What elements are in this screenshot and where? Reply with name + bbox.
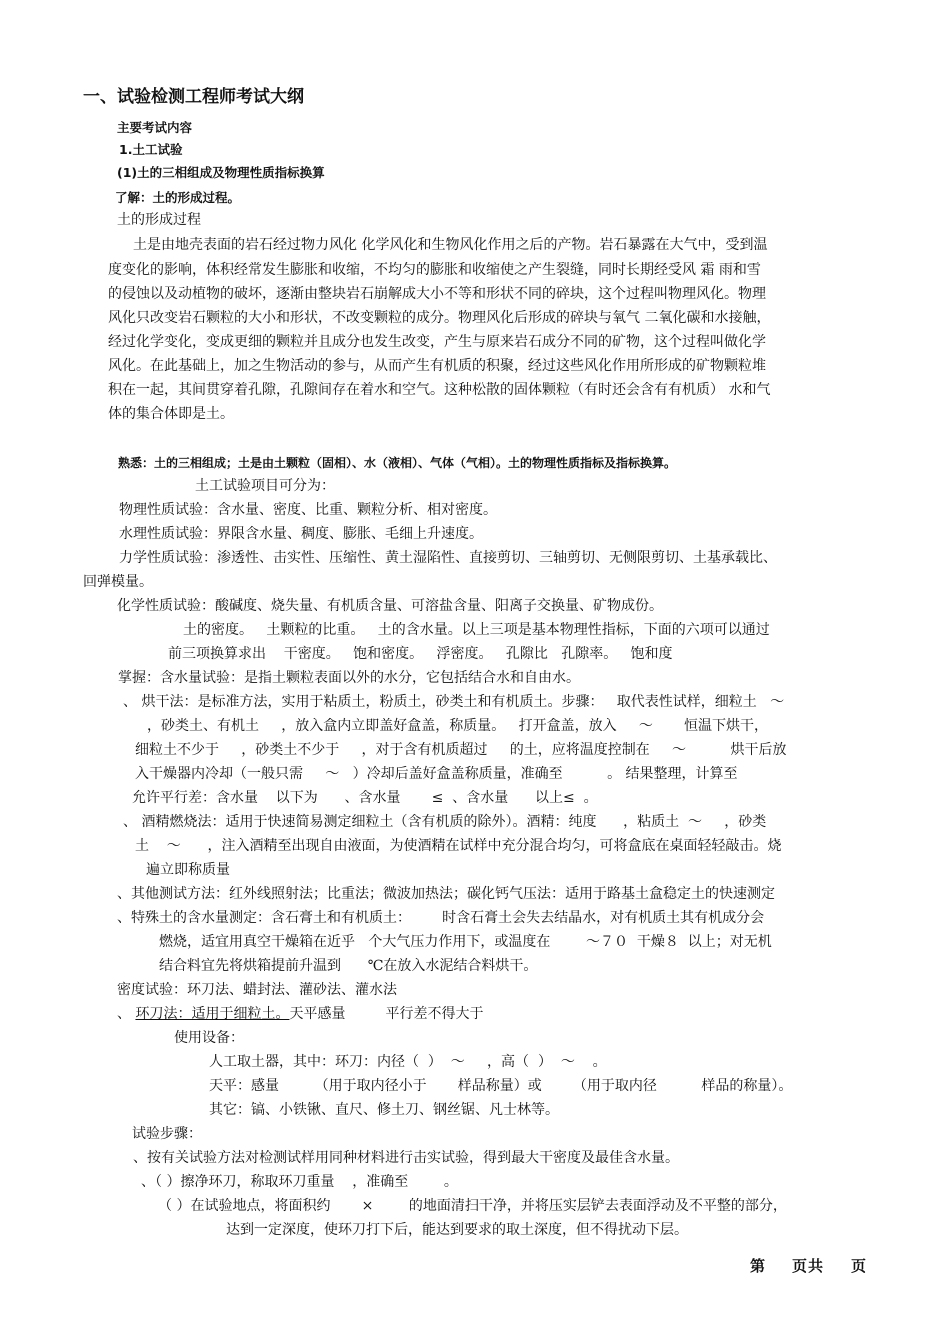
steps-title: 试验步骤： — [132, 1126, 202, 1142]
page-total-label: 页共 — [792, 1257, 825, 1275]
method-line: 允许平行差：含水量 以下为 、含水量 ≤ 、含水量 以上≤ 。 — [132, 790, 598, 806]
method-line: 细粒土不少于 ，砂类土不少于 ，对于含有机质超过 的土，应将温度控制在 ～ 烘干后放 — [135, 742, 787, 758]
paragraph-line: 经过化学变化，变成更细的颗粒并且成分也发生改变，产生与原来岩石成分不同的矿物，这个过程叫做化学 — [108, 334, 766, 350]
method-line: ，砂类土、有机土 ，放入盒内立即盖好盒盖，称质量。 打开盒盖，放入 ～ 恒温下烘干， — [147, 718, 769, 734]
ring-knife-title: 环刀法：适用于细粒土。 — [135, 1006, 290, 1022]
equipment-item: 其它：镐、小铁锹、直尺、修土刀、钢丝锯、凡士林等。 — [209, 1102, 559, 1118]
subsection-three-phase: (1)土的三相组成及物理性质指标换算 — [117, 165, 325, 180]
paragraph-line: 积在一起，其间贯穿着孔隙，孔隙间存在着水和空气。这种松散的固体颗粒（有时还会含有有机质） 水和气 — [108, 382, 771, 398]
exam-outline-heading: 一、试验检测工程师考试大纲 — [83, 87, 304, 107]
paragraph-line: 的侵蚀以及动植物的破坏，逐渐由整块岩石崩解成大小不等和形状不同的碎块，这个过程叫物理风化。物理 — [108, 286, 766, 302]
mechanical-tests: 力学性质试验：渗透性、击实性、压缩性、黄土湿陷性、直接剪切、三轴剪切、无侧限剪切、土基承载比、 — [119, 550, 777, 566]
method-line: 、 酒精燃烧法：适用于快速简易测定细粒土（含有机质的除外）。酒精：纯度 ，粘质土 ～ ，砂类 — [123, 814, 767, 830]
step-item: 、按有关试验方法对检测试样用同种材料进行击实试验，得到最大干密度及最佳含水量。 — [133, 1150, 679, 1166]
equipment-item: 人工取土器，其中：环刀：内径（ ） ～ ，高（ ） ～ 。 — [209, 1054, 607, 1070]
equipment-item: 天平：感量 （用于取内径小于 样品称量）或 （用于取内径 样品的称量）。 — [209, 1078, 793, 1094]
method-line: 结合料宜先将烘箱提前升温到 ℃在放入水泥结合料烘干。 — [159, 958, 538, 974]
method-line: 入干燥器内冷却（一般只需 ～ ）冷却后盖好盒盖称质量，准确至 。 结果整理，计算至 — [135, 766, 738, 782]
mechanical-tests-cont: 回弹模量。 — [83, 574, 153, 590]
ring-knife-method — [117, 1004, 484, 1024]
equipment-title: 使用设备： — [174, 1030, 244, 1046]
understand-line: 了解：土的形成过程。 — [115, 190, 241, 205]
basic-indices: 土的密度。 土颗粒的比重。 土的含水量。以上三项是基本物理性指标，下面的六项可以通过 — [183, 622, 770, 638]
page-end-label: 页 — [851, 1257, 868, 1275]
paragraph-line: 土是由地壳表面的岩石经过物力风化 化学风化和生物风化作用之后的产物。岩石暴露在大气中，受到温 — [133, 237, 768, 253]
step-item: （ ）在试验地点，将面积约 × 的地面清扫干净，并将压实层铲去表面浮动及不平整的部分， — [158, 1198, 787, 1214]
other-methods: 、其他测试方法：红外线照射法；比重法；微波加热法；碳化钙气压法：适用于路基土盒稳定土的快速测定 — [117, 886, 775, 902]
ring-knife-rest: 天平感量 平行差不得大于 — [289, 1006, 484, 1022]
hydraulic-tests: 水理性质试验：界限含水量、稠度、膨胀、毛细上升速度。 — [119, 526, 483, 542]
density-tests: 密度试验：环刀法、蜡封法、灌砂法、灌水法 — [117, 982, 397, 998]
section-soil-test: 1.土工试验 — [119, 142, 183, 157]
method-line: 燃烧，适宜用真空干燥箱在近乎 个大气压力作用下，或温度在 ～７０ 干燥８ 以上；对无机 — [159, 934, 772, 950]
step-item: 、（ ）擦净环刀，称取环刀重量 ，准确至 。 — [141, 1174, 458, 1190]
chemical-tests: 化学性质试验：酸碱度、烧失量、有机质含量、可溶盐含量、阳离子交换量、矿物成份。 — [117, 598, 663, 614]
physical-tests: 物理性质试验：含水量、密度、比重、颗粒分析、相对密度。 — [119, 502, 497, 518]
main-content-label: 主要考试内容 — [117, 120, 193, 135]
paragraph-line: 体的集合体即是土。 — [108, 406, 234, 422]
test-items-intro: 土工试验项目可分为： — [195, 478, 335, 494]
master-line: 掌握：含水量试验：是指土颗粒表面以外的水分，它包括结合水和自由水。 — [118, 670, 580, 686]
derived-indices: 前三项换算求出 干密度。 饱和密度。 浮密度。 孔隙比 孔隙率。 饱和度 — [168, 646, 673, 662]
method-line: 、特殊土的含水量测定：含石膏土和有机质土： 时含石膏土会失去结晶水，对有机质土其有机成分会 — [117, 910, 765, 926]
paragraph-line: 风化。在此基础上，加之生物活动的参与，从而产生有机质的积聚，经过这些风化作用所形成的矿物颗粒堆 — [108, 358, 766, 374]
page-number-label: 第 — [750, 1257, 767, 1275]
paragraph-line: 度变化的影响，体积经常发生膨胀和收缩，不均匀的膨胀和收缩使之产生裂缝，同时长期经受风 霜 雨和雪 — [108, 262, 761, 278]
ring-knife-prefix: 、 — [117, 1006, 136, 1022]
method-line: 土 ～ ，注入酒精至出现自由液面，为使酒精在试样中充分混合均匀，可将盒底在桌面轻轻敲击。烧 — [135, 838, 782, 854]
method-line: 、 烘干法：是标准方法，实用于粘质土，粉质土，砂类土和有机质土。步骤： 取代表性试样，细粒土 ～ — [123, 694, 785, 710]
soil-formation-title: 土的形成过程 — [117, 212, 201, 228]
step-item: 达到一定深度，使环刀打下后，能达到要求的取土深度，但不得扰动下层。 — [226, 1222, 688, 1238]
method-line: 遍立即称质量 — [146, 862, 230, 878]
paragraph-line: 风化只改变岩石颗粒的大小和形状，不改变颗粒的成分。物理风化后形成的碎块与氧气 二氧化碳和水接触， — [108, 310, 771, 326]
familiar-line: 熟悉：土的三相组成；土是由土颗粒（固相）、水（液相）、气体（气相）。土的物理性质指标及指标换算。 — [118, 456, 677, 470]
